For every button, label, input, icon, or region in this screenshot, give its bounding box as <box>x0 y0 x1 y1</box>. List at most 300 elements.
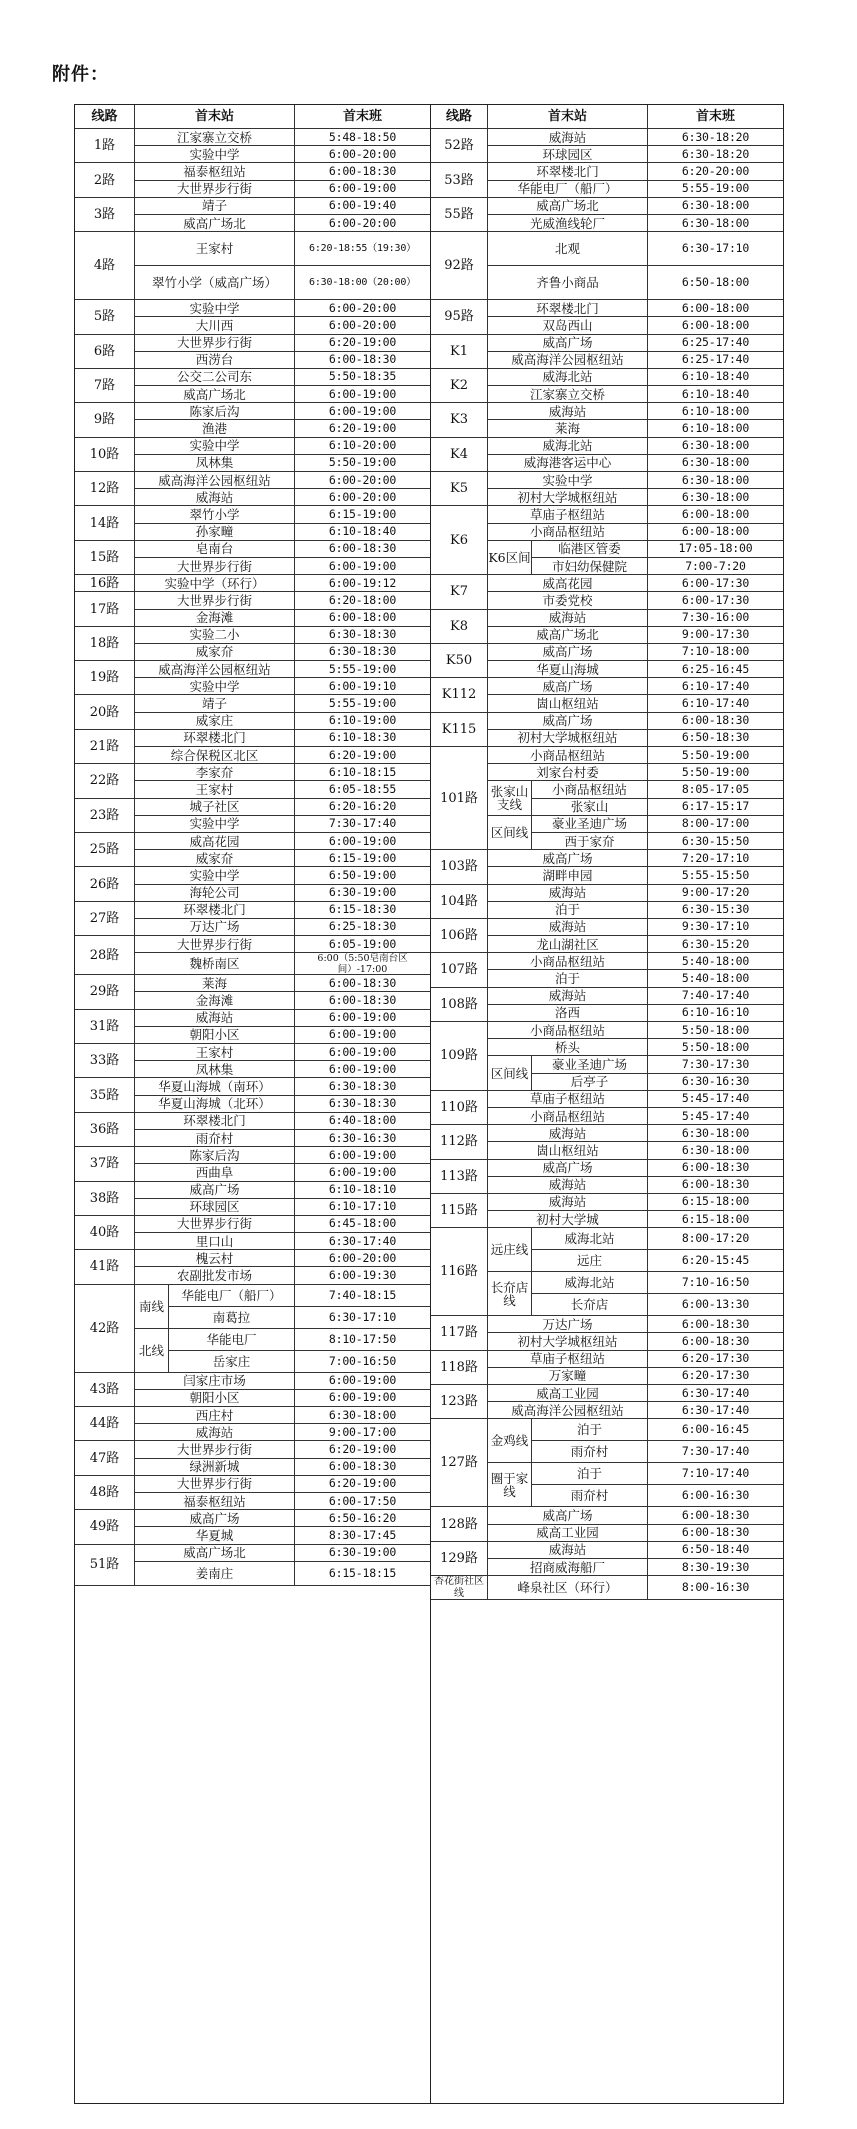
stop-name: 实验中学（环行） <box>135 575 295 592</box>
schedule-time: 5:40-18:00 <box>648 970 783 987</box>
stop-name: 威海站 <box>488 885 648 902</box>
stop-name: 王家村 <box>135 781 295 798</box>
schedule-time: 6:00-19:00 <box>295 1390 430 1407</box>
schedule-time: 6:50-18:30 <box>648 730 783 747</box>
route-label: 23路 <box>75 799 135 833</box>
stop-name: 实验二小 <box>135 627 295 644</box>
attachment-title: 附件： <box>52 64 109 85</box>
stop-name: 大世界步行街 <box>135 936 295 953</box>
schedule-time: 7:10-17:40 <box>648 1463 783 1485</box>
route-label: 107路 <box>431 953 488 987</box>
stop-name: 威高广场 <box>135 1510 295 1527</box>
stop-name: 光威渔线轮厂 <box>488 215 648 232</box>
schedule-time: 6:10-17:40 <box>648 695 783 712</box>
schedule-time: 6:30-19:00 <box>295 1545 430 1562</box>
stop-name: 朝阳小区 <box>135 1027 295 1044</box>
stop-name: 金海滩 <box>135 610 295 627</box>
schedule-time: 6:10-18:15 <box>295 764 430 781</box>
route-label: 19路 <box>75 661 135 695</box>
schedule-time: 6:17-15:17 <box>648 799 783 816</box>
stop-name: 华能电厂（船厂） <box>169 1285 295 1307</box>
stop-name: 后亭子 <box>532 1074 648 1091</box>
schedule-time: 6:10-18:10 <box>295 1182 430 1199</box>
schedule-time: 6:30-15:30 <box>648 902 783 919</box>
route-label: 128路 <box>431 1507 488 1541</box>
route-label: 16路 <box>75 575 135 592</box>
schedule-time: 6:00-18:00 <box>648 317 783 334</box>
stop-name: 金海滩 <box>135 992 295 1009</box>
stop-name: 实验中学 <box>135 816 295 833</box>
schedule-time: 6:00-20:00 <box>295 489 430 506</box>
stop-name: 大川西 <box>135 317 295 334</box>
schedule-time: 6:00-18:00 <box>648 506 783 523</box>
schedule-time: 6:00-18:30 <box>295 1459 430 1476</box>
route-label: 109路 <box>431 1022 488 1091</box>
stop-name: 威高广场 <box>488 644 648 661</box>
stop-name: 双岛西山 <box>488 317 648 334</box>
header-stops: 首末站 <box>135 105 295 129</box>
stop-name: 渔港 <box>135 420 295 437</box>
schedule-time: 6:10-18:40 <box>295 524 430 541</box>
schedule-time: 6:50-18:40 <box>648 1542 783 1559</box>
route-label: 35路 <box>75 1078 135 1112</box>
schedule-time: 6:10-17:10 <box>295 1199 430 1216</box>
stop-name: 万达广场 <box>488 1316 648 1333</box>
schedule-time: 6:20-18:55（19:30） <box>295 232 430 266</box>
route-label: 9路 <box>75 403 135 437</box>
route-label: 44路 <box>75 1407 135 1441</box>
stop-name: 初村大学城枢纽站 <box>488 730 648 747</box>
schedule-time: 6:20-19:00 <box>295 747 430 764</box>
stop-name: 翠竹小学（威高广场） <box>135 266 295 300</box>
stop-name: 威海站 <box>488 129 648 146</box>
schedule-time: 6:15-18:15 <box>295 1562 430 1586</box>
schedule-time: 6:00-19:12 <box>295 575 430 592</box>
stop-name: 威家夼 <box>135 644 295 661</box>
stop-name: 凤林集 <box>135 455 295 472</box>
schedule-time: 6:10-18:40 <box>648 369 783 386</box>
stop-name: 海轮公司 <box>135 885 295 902</box>
stop-name: 威海北站 <box>532 1228 648 1250</box>
route-label: 28路 <box>75 936 135 975</box>
schedule-time: 5:48-18:50 <box>295 129 430 146</box>
route-label: 110路 <box>431 1091 488 1125</box>
stop-name: 雨夼村 <box>532 1485 648 1507</box>
stop-name: 大世界步行街 <box>135 592 295 609</box>
stop-name: 泊于 <box>488 902 648 919</box>
route-label: 31路 <box>75 1010 135 1044</box>
schedule-time: 5:55-15:50 <box>648 867 783 884</box>
schedule-time: 6:00-16:45 <box>648 1419 783 1441</box>
stop-name: 桥头 <box>488 1039 648 1056</box>
schedule-time: 6:00-18:00 <box>295 610 430 627</box>
schedule-time: 9:00-17:00 <box>295 1424 430 1441</box>
schedule-time: 5:50-18:35 <box>295 369 430 386</box>
stop-name: 威海站 <box>488 1125 648 1142</box>
stop-name: 雨夼村 <box>532 1441 648 1463</box>
stop-name: 环球园区 <box>135 1199 295 1216</box>
route-label: K5 <box>431 472 488 506</box>
schedule-time: 7:10-16:50 <box>648 1272 783 1294</box>
schedule-time: 6:00-16:30 <box>648 1485 783 1507</box>
stop-name: 绿洲新城 <box>135 1459 295 1476</box>
stop-name: 初村大学城 <box>488 1211 648 1228</box>
schedule-time: 6:30-18:20 <box>648 146 783 163</box>
stop-name: 威高广场 <box>488 1160 648 1177</box>
schedule-time: 17:05-18:00 <box>648 541 783 558</box>
route-label: K6 <box>431 506 488 575</box>
schedule-time: 7:10-18:00 <box>648 644 783 661</box>
schedule-time: 6:00-18:00 <box>648 524 783 541</box>
route-label: 22路 <box>75 764 135 798</box>
schedule-time: 6:00-17:30 <box>648 575 783 592</box>
schedule-time: 7:40-18:15 <box>295 1285 430 1307</box>
schedule-time: 6:30-17:10 <box>648 232 783 266</box>
schedule-time: 5:45-17:40 <box>648 1091 783 1108</box>
schedule-time: 5:40-18:00 <box>648 953 783 970</box>
schedule-time: 6:10-20:00 <box>295 438 430 455</box>
schedule-time: 6:00-18:30 <box>295 163 430 180</box>
subline-label: 远庄线 <box>488 1228 532 1272</box>
schedule-time: 6:00-18:30 <box>295 975 430 992</box>
stop-name: 泊于 <box>532 1419 648 1441</box>
subline-label: K6区间 <box>488 541 532 575</box>
route-label: K115 <box>431 713 488 747</box>
schedule-time: 6:20-19:00 <box>295 420 430 437</box>
stop-name: 华夏山海城（北环） <box>135 1096 295 1113</box>
stop-name: 环翠楼北门 <box>135 730 295 747</box>
route-label: 43路 <box>75 1373 135 1407</box>
stop-name: 威家夼 <box>135 850 295 867</box>
stop-name: 威海北站 <box>488 438 648 455</box>
schedule-time: 6:10-18:00 <box>648 420 783 437</box>
header-stops: 首末站 <box>488 105 648 129</box>
stop-name: 大世界步行街 <box>135 558 295 575</box>
stop-name: 豪业圣迪广场 <box>532 1056 648 1073</box>
stop-name: 张家山 <box>532 799 648 816</box>
route-label: 37路 <box>75 1147 135 1181</box>
schedule-time: 7:30-17:40 <box>648 1441 783 1463</box>
schedule-time: 6:15-19:00 <box>295 850 430 867</box>
route-label: 113路 <box>431 1160 488 1194</box>
stop-name: 威高广场北 <box>135 1545 295 1562</box>
header-route: 线路 <box>431 105 488 129</box>
stop-name: 远庄 <box>532 1250 648 1272</box>
schedule-time: 6:00-19:00 <box>295 1044 430 1061</box>
schedule-time: 6:25-17:40 <box>648 335 783 352</box>
schedule-time: 6:00-17:30 <box>648 592 783 609</box>
schedule-time: 6:10-18:30 <box>295 730 430 747</box>
route-label: 129路 <box>431 1542 488 1576</box>
stop-name: 岳家庄 <box>169 1351 295 1373</box>
stop-name: 大世界步行街 <box>135 181 295 198</box>
stop-name: 小商品枢纽站 <box>532 781 648 798</box>
route-label: 杏花街社区线 <box>431 1576 488 1600</box>
schedule-time: 6:00-19:00 <box>295 403 430 420</box>
schedule-time: 7:30-17:30 <box>648 1056 783 1073</box>
stop-name: 威海站 <box>488 988 648 1005</box>
schedule-time: 6:00-19:00 <box>295 1147 430 1164</box>
stop-name: 槐云村 <box>135 1250 295 1267</box>
schedule-time: 6:00-20:00 <box>295 215 430 232</box>
schedule-time: 8:30-17:45 <box>295 1527 430 1544</box>
stop-name: 孙家疃 <box>135 524 295 541</box>
stop-name: 峰泉社区（环行） <box>488 1576 648 1600</box>
schedule-time: 6:00-19:00 <box>295 1027 430 1044</box>
stop-name: 威海站 <box>135 1424 295 1441</box>
stop-name: 威海站 <box>135 1010 295 1027</box>
schedule-time: 6:00-18:30 <box>295 992 430 1009</box>
route-label: 41路 <box>75 1250 135 1284</box>
route-label: 42路 <box>75 1285 135 1373</box>
stop-name: 小商品枢纽站 <box>488 1022 648 1039</box>
route-101-stops-block <box>488 747 648 850</box>
schedule-time: 7:20-17:10 <box>648 850 783 867</box>
schedule-time: 6:50-19:00 <box>295 867 430 884</box>
schedule-time: 6:00-18:30 <box>295 352 430 369</box>
schedule-time: 6:30-17:10 <box>295 1307 430 1329</box>
schedule-time: 6:45-18:00 <box>295 1216 430 1233</box>
stop-name: 刘家台村委 <box>488 764 648 781</box>
schedule-time: 6:00-18:30 <box>648 1316 783 1333</box>
schedule-time: 6:30-18:00 <box>648 472 783 489</box>
route-label: 123路 <box>431 1385 488 1419</box>
route-label: 48路 <box>75 1476 135 1510</box>
route-label: 117路 <box>431 1316 488 1350</box>
schedule-time: 9:00-17:30 <box>648 627 783 644</box>
schedule-time: 6:10-17:40 <box>648 678 783 695</box>
schedule-time: 6:20-19:00 <box>295 1476 430 1493</box>
schedule-time: 6:00-19:00 <box>295 1010 430 1027</box>
schedule-time: 5:55-19:00 <box>295 695 430 712</box>
stop-name: 福泰枢纽站 <box>135 1493 295 1510</box>
schedule-time: 6:05-18:55 <box>295 781 430 798</box>
route-label: 5路 <box>75 300 135 334</box>
route-label: 3路 <box>75 198 135 232</box>
schedule-time: 6:00-17:50 <box>295 1493 430 1510</box>
stop-name: 综合保税区北区 <box>135 747 295 764</box>
schedule-time: 6:25-17:40 <box>648 352 783 369</box>
route-label: 40路 <box>75 1216 135 1250</box>
schedule-time: 6:30-17:40 <box>295 1233 430 1250</box>
schedule-time: 6:00-18:30 <box>295 541 430 558</box>
stop-name: 华能电厂（船厂） <box>488 181 648 198</box>
stop-name: 西于家夼 <box>532 833 648 850</box>
stop-name: 福泰枢纽站 <box>135 163 295 180</box>
schedule-time: 6:30-18:00 <box>648 215 783 232</box>
schedule-time: 6:20-18:00 <box>295 592 430 609</box>
left-table-half <box>75 105 430 2103</box>
stop-name: 威高花园 <box>488 575 648 592</box>
schedule-time: 6:30-18:00 <box>295 1407 430 1424</box>
stop-name: 小商品枢纽站 <box>488 524 648 541</box>
schedule-time: 6:30-15:20 <box>648 936 783 953</box>
header-route: 线路 <box>75 105 135 129</box>
route-label: 118路 <box>431 1351 488 1385</box>
stop-name: 威高海洋公园枢纽站 <box>488 352 648 369</box>
schedule-time: 6:10-19:00 <box>295 713 430 730</box>
stop-name: 威高海洋公园枢纽站 <box>135 661 295 678</box>
schedule-time: 6:00-20:00 <box>295 1250 430 1267</box>
schedule-time: 6:20-19:00 <box>295 335 430 352</box>
schedule-time: 6:20-15:45 <box>648 1250 783 1272</box>
stop-name: 崮山枢纽站 <box>488 695 648 712</box>
schedule-time: 6:20-19:00 <box>295 1441 430 1458</box>
schedule-time: 7:40-17:40 <box>648 988 783 1005</box>
schedule-time: 8:05-17:05 <box>648 781 783 798</box>
route-label: 52路 <box>431 129 488 163</box>
route-label: 104路 <box>431 885 488 919</box>
schedule-time: 9:00-17:20 <box>648 885 783 902</box>
schedule-time: 6:30-16:30 <box>648 1074 783 1091</box>
stop-name: 威高海洋公园枢纽站 <box>488 1402 648 1419</box>
schedule-time: 6:30-18:00 <box>648 438 783 455</box>
stop-name: 临港区管委 <box>532 541 648 558</box>
stop-name: 招商威海船厂 <box>488 1559 648 1576</box>
stop-name: 莱海 <box>135 975 295 992</box>
stop-name: 北观 <box>488 232 648 266</box>
stop-name: 初村大学城枢纽站 <box>488 1333 648 1350</box>
stop-name: 陈家后沟 <box>135 403 295 420</box>
schedule-time: 9:30-17:10 <box>648 919 783 936</box>
stop-name: 草庙子枢纽站 <box>488 1091 648 1108</box>
stop-name: 威海北站 <box>532 1272 648 1294</box>
stop-name: 华能电厂 <box>169 1329 295 1351</box>
schedule-time: 6:30-18:00 <box>648 1125 783 1142</box>
stop-name: 实验中学 <box>135 438 295 455</box>
schedule-time: 7:00-7:20 <box>648 558 783 575</box>
route-label: 10路 <box>75 438 135 472</box>
route-label: K3 <box>431 403 488 437</box>
schedule-time: 6:30-18:30 <box>295 644 430 661</box>
schedule-time: 6:30-18:00 <box>648 1142 783 1159</box>
route-109-stops-block <box>488 1022 648 1091</box>
stop-name: 威海港客运中心 <box>488 455 648 472</box>
schedule-time: 7:30-16:00 <box>648 610 783 627</box>
stop-name: 万家疃 <box>488 1368 648 1385</box>
schedule-time: 6:00-13:30 <box>648 1294 783 1316</box>
schedule-time: 6:00-19:00 <box>295 1373 430 1390</box>
schedule-time: 6:00-19:40 <box>295 198 430 215</box>
stop-name: 威高广场 <box>135 1182 295 1199</box>
route-label: 95路 <box>431 300 488 334</box>
route-label: 47路 <box>75 1441 135 1475</box>
stop-name: 威高广场 <box>488 713 648 730</box>
route-label: 12路 <box>75 472 135 506</box>
route-label: 6路 <box>75 335 135 369</box>
schedule-time: 7:30-17:40 <box>295 816 430 833</box>
schedule-time: 6:00-19:10 <box>295 678 430 695</box>
stop-name: 西曲阜 <box>135 1164 295 1181</box>
route-label: K2 <box>431 369 488 403</box>
schedule-time: 5:55-19:00 <box>648 181 783 198</box>
route-label: 112路 <box>431 1125 488 1159</box>
schedule-time: 6:20-20:00 <box>648 163 783 180</box>
stop-name: 威高花园 <box>135 833 295 850</box>
subline-label: 金鸡线 <box>488 1419 532 1463</box>
schedule-time: 5:50-18:00 <box>648 1039 783 1056</box>
stop-name: 环翠楼北门 <box>488 300 648 317</box>
stop-name: 泊于 <box>488 970 648 987</box>
route-label: 17路 <box>75 592 135 626</box>
schedule-time: 6:15-18:00 <box>648 1194 783 1211</box>
stop-name: 威海站 <box>135 489 295 506</box>
stop-name: 大世界步行街 <box>135 335 295 352</box>
stop-name: 南葛拉 <box>169 1307 295 1329</box>
route-label: K7 <box>431 575 488 609</box>
stop-name: 威海站 <box>488 1542 648 1559</box>
subline-label: 南线 <box>135 1285 169 1329</box>
route-label: 115路 <box>431 1194 488 1228</box>
route-label: 55路 <box>431 198 488 232</box>
stop-name: 西涝台 <box>135 352 295 369</box>
schedule-time: 6:30-18:00 <box>648 455 783 472</box>
route-label: 7路 <box>75 369 135 403</box>
stop-name: 靖子 <box>135 695 295 712</box>
stop-name: 闫家庄市场 <box>135 1373 295 1390</box>
bus-schedule-table <box>74 104 784 2104</box>
subline-label: 圈于家线 <box>488 1463 532 1507</box>
stop-name: 靖子 <box>135 198 295 215</box>
stop-name: 李家夼 <box>135 764 295 781</box>
stop-name: 威海站 <box>488 610 648 627</box>
route-label: 36路 <box>75 1113 135 1147</box>
route-label: 18路 <box>75 627 135 661</box>
route-label: 92路 <box>431 232 488 300</box>
stop-name: 豪业圣迪广场 <box>532 816 648 833</box>
schedule-time: 6:00-18:30 <box>648 713 783 730</box>
route-label: 33路 <box>75 1044 135 1078</box>
schedule-time: 6:00-18:30 <box>648 1507 783 1524</box>
schedule-time: 6:00-20:00 <box>295 300 430 317</box>
schedule-time: 6:30-18:20 <box>648 129 783 146</box>
stop-name: 威高工业园 <box>488 1385 648 1402</box>
schedule-time: 6:30-18:30 <box>295 627 430 644</box>
schedule-time: 8:00-17:00 <box>648 816 783 833</box>
stop-name: 威高广场 <box>488 1507 648 1524</box>
stop-name: 朝阳小区 <box>135 1390 295 1407</box>
stop-name: 皂南台 <box>135 541 295 558</box>
schedule-time: 6:05-19:00 <box>295 936 430 953</box>
stop-name: 凤林集 <box>135 1061 295 1078</box>
schedule-time: 6:00-18:30 <box>648 1525 783 1542</box>
stop-name: 华夏山海城（南环） <box>135 1078 295 1095</box>
schedule-time: 5:55-19:00 <box>295 661 430 678</box>
stop-name: 江家寨立交桥 <box>135 129 295 146</box>
route-127-stops-block <box>488 1419 648 1507</box>
stop-name: 初村大学城枢纽站 <box>488 489 648 506</box>
stop-name: 威高广场北 <box>488 627 648 644</box>
route-label: 51路 <box>75 1545 135 1586</box>
stop-name: 市妇幼保健院 <box>532 558 648 575</box>
schedule-time: 6:15-18:00 <box>648 1211 783 1228</box>
stop-name: 泊于 <box>532 1463 648 1485</box>
route-label: 106路 <box>431 919 488 953</box>
route-label: 2路 <box>75 163 135 197</box>
schedule-time: 6:30-16:30 <box>295 1130 430 1147</box>
stop-name: 华夏城 <box>135 1527 295 1544</box>
stop-name: 威海站 <box>488 403 648 420</box>
schedule-time: 6:00-18:30 <box>648 1333 783 1350</box>
schedule-time: 6:00-20:00 <box>295 146 430 163</box>
stop-name: 江家寨立交桥 <box>488 386 648 403</box>
stop-name: 草庙子枢纽站 <box>488 506 648 523</box>
stop-name: 威高工业园 <box>488 1525 648 1542</box>
subline-label: 张家山支线 <box>488 781 532 815</box>
schedule-time: 6:00-18:00 <box>648 300 783 317</box>
schedule-time: 6:00-18:30 <box>648 1177 783 1194</box>
schedule-time: 6:30-17:40 <box>648 1402 783 1419</box>
